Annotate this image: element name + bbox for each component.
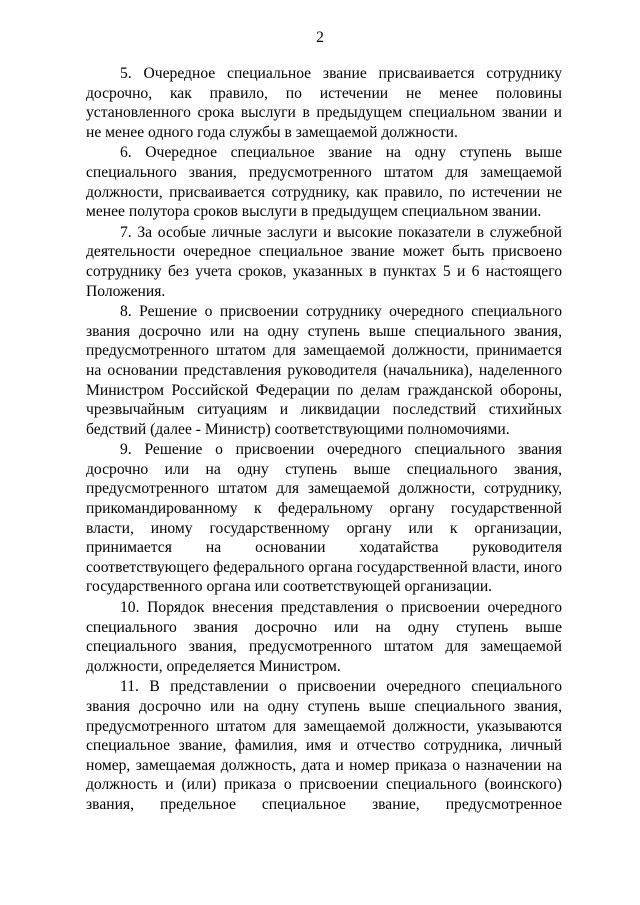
paragraph-10: 10. Порядок внесения представления о присвоении очередного специального звания досрочно или на одну ступень выше специального звания, предусмотренного штатом для замещаемой должности, определяется Министром. xyxy=(86,599,562,675)
paragraph-8: 8. Решение о присвоении сотруднику очередного специального звания досрочно или на одну ступень выше специального звания, предусмотренного штатом для замещаемой должности, принимается на основании представления руководителя (начальника), наделенного Министром Российской Федерации по делам гражданской обороны, чрезвычайным ситуациям и ликвидации последствий стихийных бедствий (далее - Министр) соответствующими полномочиями. xyxy=(86,303,562,438)
document-body xyxy=(86,64,562,816)
paragraph-7: 7. За особые личные заслуги и высокие показатели в служебной деятельности очередное специальное звание может быть присвоено сотруднику без учета сроков, указанных в пунктах 5 и 6 настоящего Положения. xyxy=(86,223,562,300)
paragraph-11: 11. В представлении о присвоении очередного специального звания досрочно или на одну ступень выше специального звания, предусмотренного штатом для замещаемой должности, указываются специальное звание, фамилия, имя и отчество сотрудника, личный номер, замещаемая должность, дата и номер приказа о назначении на должность и (или) приказа о присвоении специального (воинского) звания, предельное специальное звание, предусмотренное xyxy=(86,678,562,813)
paragraph-5: 5. Очередное специальное звание присваивается сотруднику досрочно, как правило, по истечении не менее половины установленного срока выслуги в предыдущем специальном звании и не менее одного года службы в замещаемой должности. xyxy=(86,65,562,141)
page-number: 2 xyxy=(316,29,324,46)
paragraph-6: 6. Очередное специальное звание на одну ступень выше специального звания, предусмотренного штатом для замещаемой должности, присваивается сотруднику, как правило, по истечении не менее полутора сроков выслуги в предыдущем специальном звании. xyxy=(86,144,562,221)
paragraph-9: 9. Решение о присвоении очередного специального звания досрочно или на одну ступень выше специального звания, предусмотренного штатом для замещаемой должности, сотруднику, прикомандированному к федеральному органу государственной власти, иному государственному органу или к организации, принимается на основании ходатайства руководителя соответствующего федерального органа государственной власти, иного государственного органа или соответствующей организации. xyxy=(86,441,562,596)
